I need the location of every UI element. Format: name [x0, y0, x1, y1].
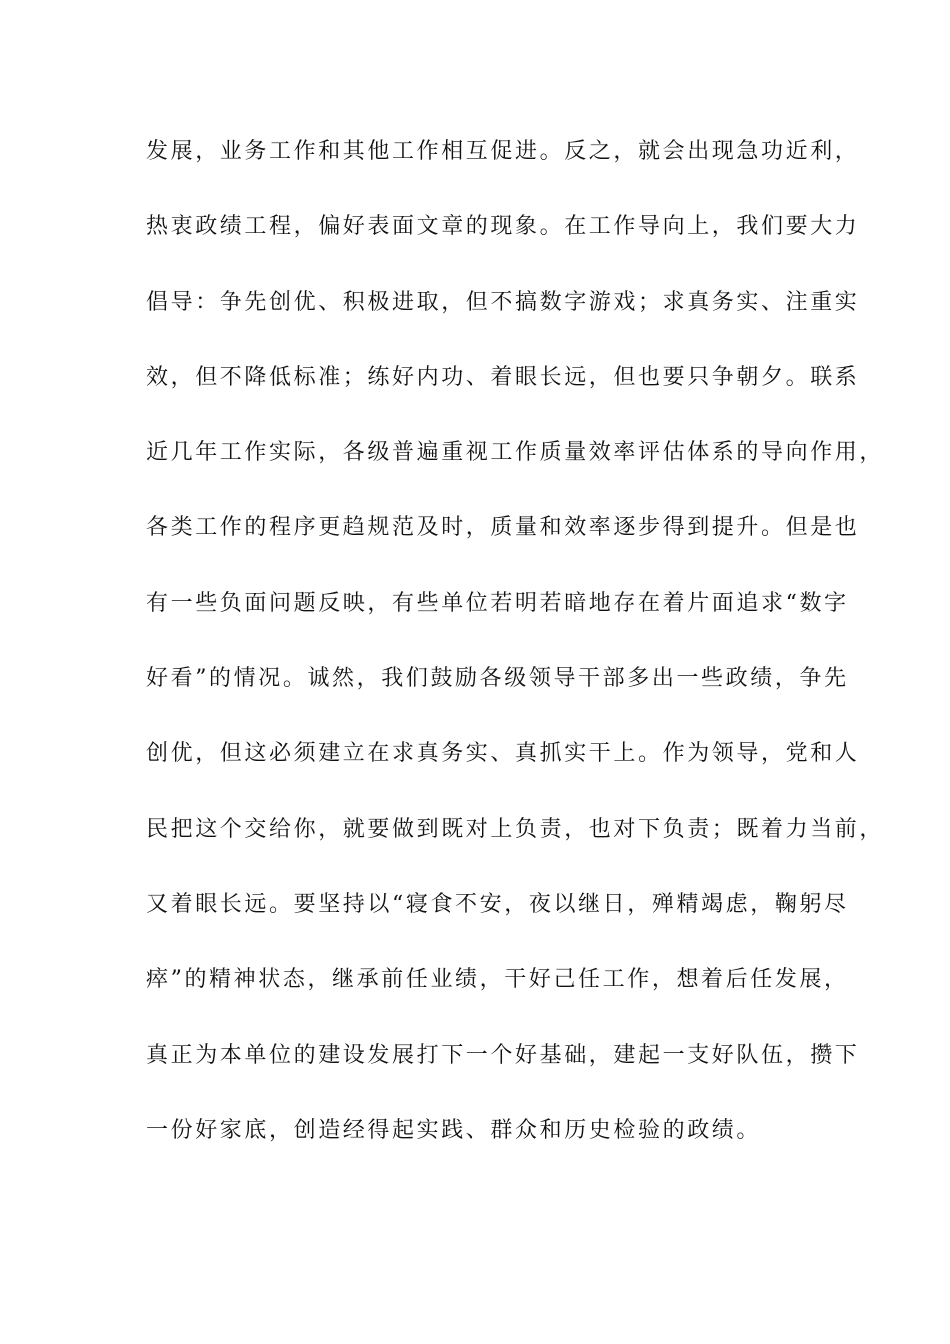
text-line: 又着眼长远。要坚持以“寝食不安，夜以继日，殚精竭虑，鞠躬尽 — [146, 891, 849, 917]
text-line: 倡导：争先创优、积极进取，但不搞数字游戏；求真务实、注重实 — [146, 289, 860, 315]
text-line: 效，但不降低标准；练好内功、着眼长远，但也要只争朝夕。联系 — [146, 364, 860, 390]
text-line: 各类工作的程序更趋规范及时，质量和效率逐步得到提升。但是也 — [146, 515, 860, 541]
text-line: 好看”的情况。诚然，我们鼓励各级领导干部多出一些政绩，争先 — [146, 666, 849, 692]
body-paragraph — [146, 130, 885, 1184]
text-line: 热衷政绩工程，偏好表面文章的现象。在工作导向上，我们要大力 — [146, 214, 860, 240]
text-line: 瘁”的精神状态，继承前任业绩，干好己任工作，想着后任发展， — [146, 967, 849, 993]
text-line: 近几年工作实际，各级普遍重视工作质量效率评估体系的导向作用， — [146, 440, 885, 466]
text-line: 一份好家底，创造经得起实践、群众和历史检验的政绩。 — [146, 1117, 762, 1143]
text-line: 创优，但这必须建立在求真务实、真抓实干上。作为领导，党和人 — [146, 741, 860, 767]
text-line: 有一些负面问题反映，有些单位若明若暗地存在着片面追求“数字 — [146, 590, 849, 616]
text-line: 真正为本单位的建设发展打下一个好基础，建起一支好队伍，攒下 — [146, 1042, 860, 1068]
text-line: 发展，业务工作和其他工作相互促进。反之，就会出现急功近利， — [146, 139, 860, 164]
text-line: 民把这个交给你，就要做到既对上负责，也对下负责；既着力当前， — [146, 816, 885, 842]
